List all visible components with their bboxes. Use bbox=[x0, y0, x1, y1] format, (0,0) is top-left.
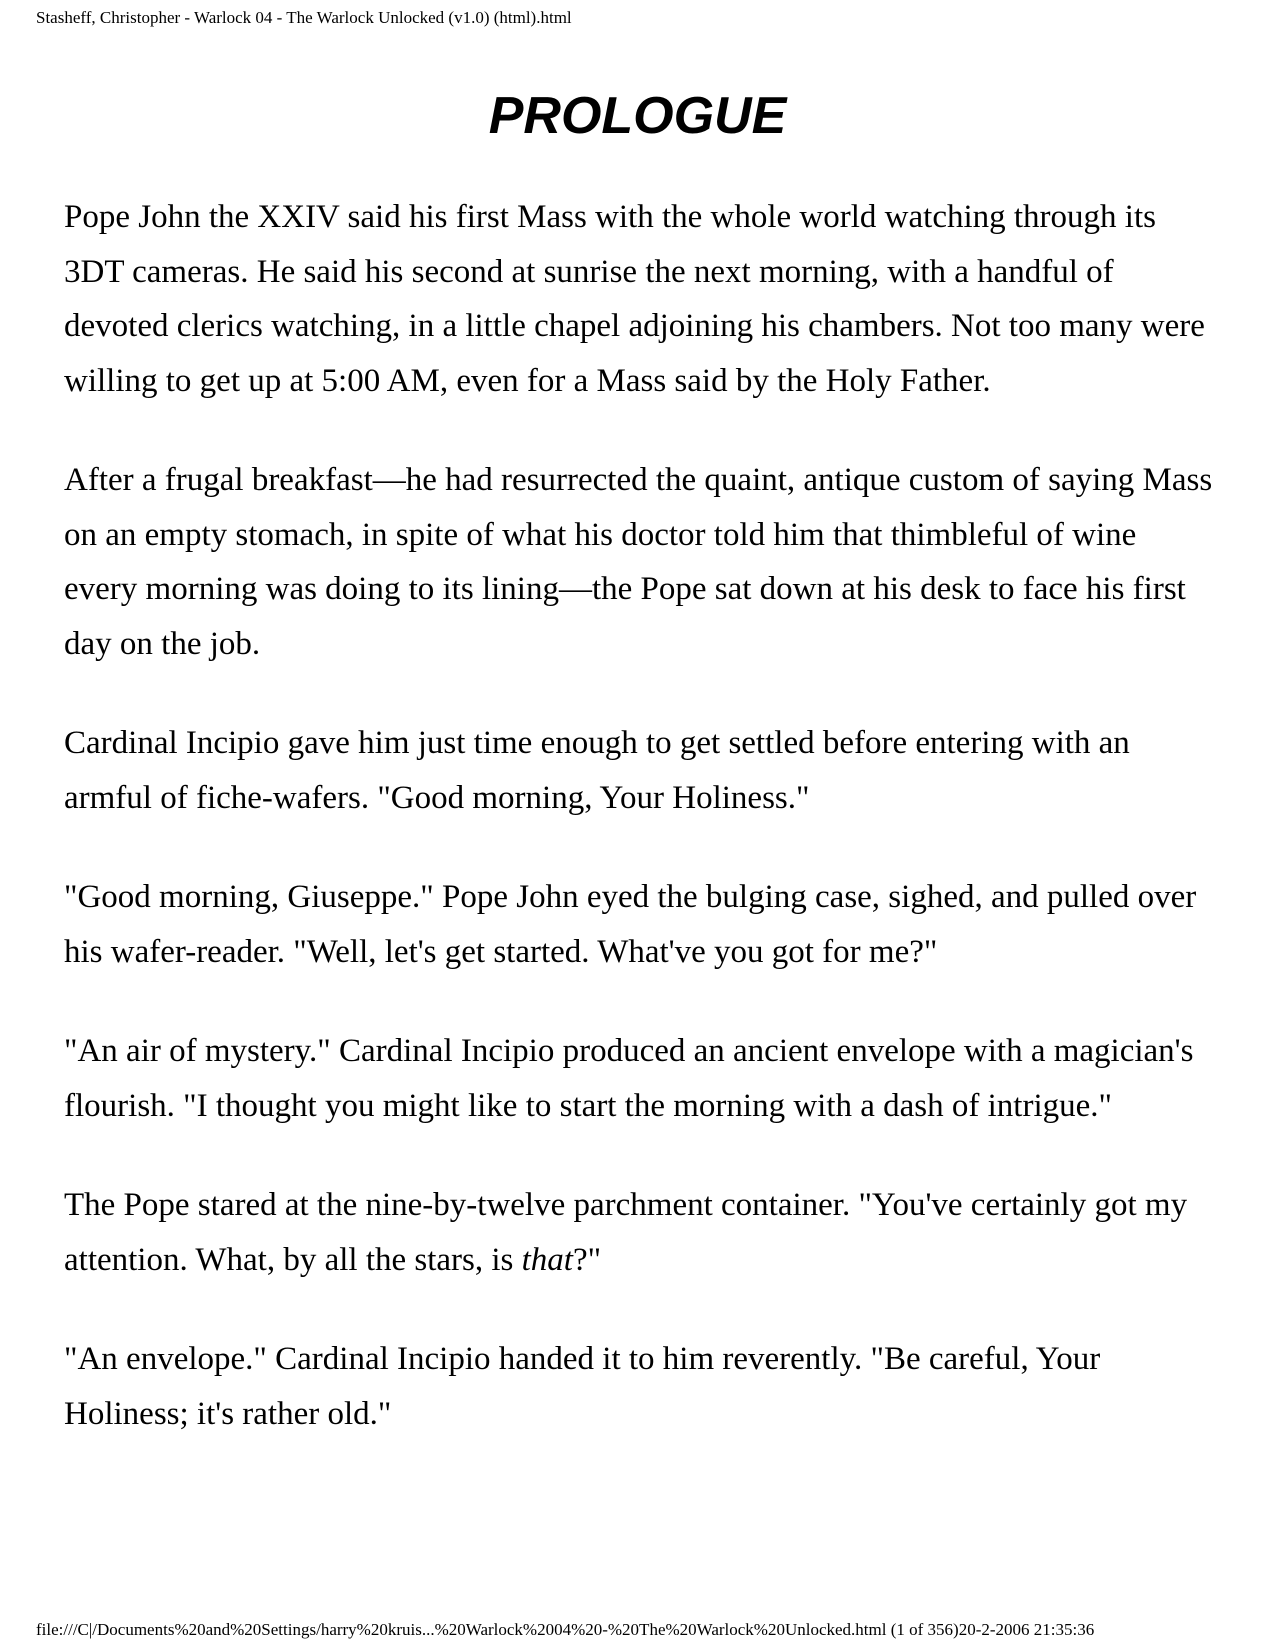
paragraph bbox=[64, 1178, 1214, 1287]
page-info: (1 of 356) bbox=[886, 1620, 959, 1639]
timestamp: 20-2-2006 21:35:36 bbox=[958, 1620, 1095, 1639]
paragraph: Pope John the XXIV said his first Mass with the whole world watching through its 3DT cameras. He said his second at sunrise the next morning, with a handful of devoted clerics watching, in a little chapel adjoining his chambers. Not too many were willing to get up at 5:00 AM, even for a Mass said by the Holy Father. bbox=[64, 199, 1205, 399]
paragraph: "Good morning, Giuseppe." Pope John eyed the bulging case, sighed, and pulled over his wafer-reader. "Well, let's get started. What've you got for me?" bbox=[64, 879, 1197, 970]
chapter-title: PROLOGUE bbox=[488, 87, 787, 145]
paragraph: After a frugal breakfast—he had resurrected the quaint, antique custom of saying Mass on an empty stomach, in spite of what his doctor told him that thimbleful of wine every morning was doing to its lining—the Pope sat down at his desk to face his first day on the job. bbox=[64, 462, 1213, 662]
print-footer bbox=[36, 1620, 1094, 1640]
paragraph: Cardinal Incipio gave him just time enough to get settled before entering with an armful of fiche-wafers. "Good morning, Your Holiness." bbox=[64, 725, 1130, 816]
emphasized-word: that bbox=[521, 1241, 573, 1278]
print-header bbox=[36, 8, 572, 28]
paragraph: "An envelope." Cardinal Incipio handed it to him reverently. "Be careful, Your Holiness; it's rather old." bbox=[64, 1341, 1101, 1432]
file-path: file:///C|/Documents%20and%20Settings/harry%20kruis...%20Warlock%2004%20-%20The%20Warlock%20Unlocked.html bbox=[36, 1620, 887, 1639]
paragraph: "An air of mystery." Cardinal Incipio produced an ancient envelope with a magician's flourish. "I thought you might like to start the morning with a dash of intrigue." bbox=[64, 1033, 1194, 1124]
chapter-body bbox=[64, 190, 1214, 1486]
paragraph-text: ?" bbox=[572, 1241, 602, 1278]
file-title: Stasheff, Christopher - Warlock 04 - The Warlock Unlocked (v1.0) (html).html bbox=[36, 8, 572, 27]
paragraph-text: The Pope stared at the nine-by-twelve parchment container. "You've certainly got my attention. What, by all the stars, is bbox=[64, 1187, 1188, 1278]
